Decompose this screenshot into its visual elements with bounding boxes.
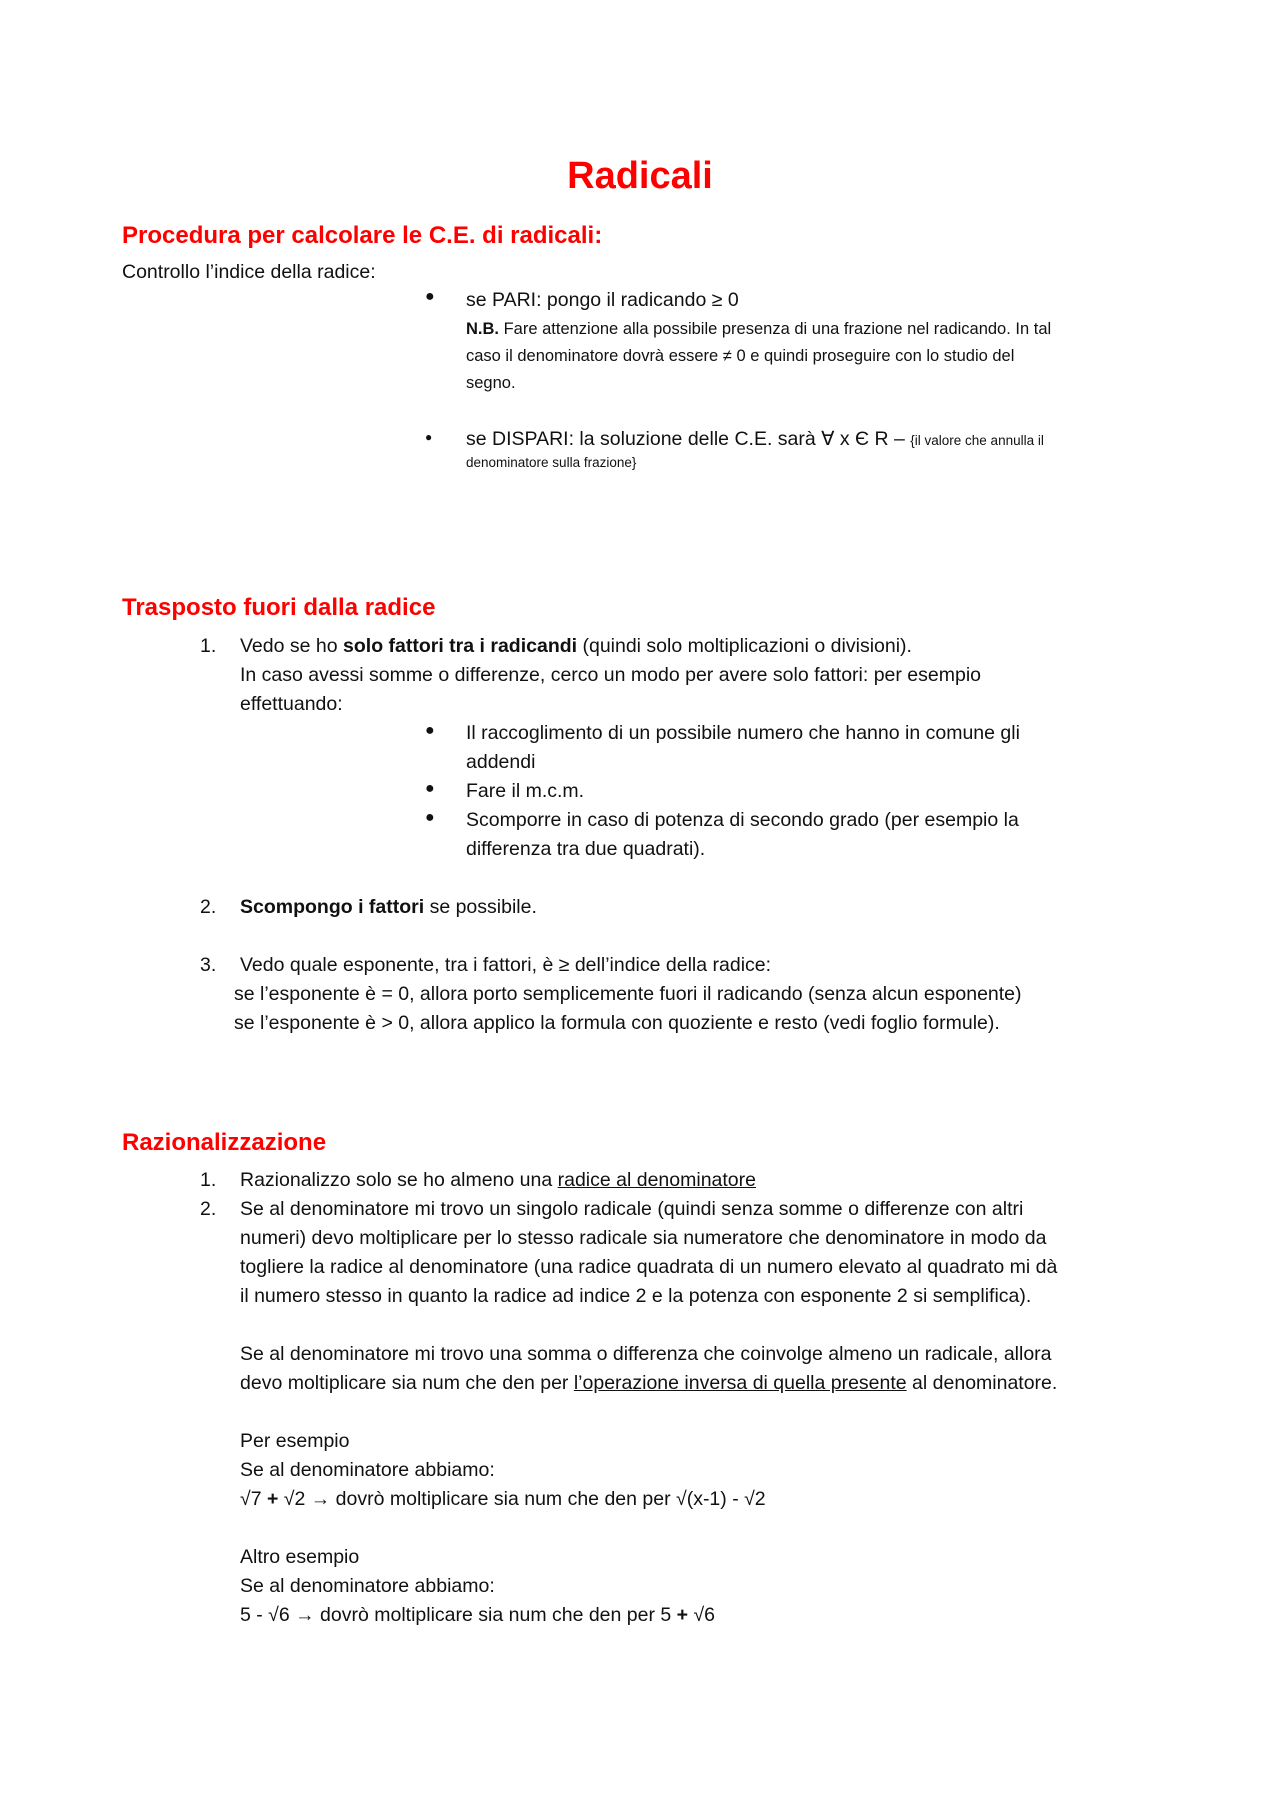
nb-note-line1: N.B. Fare attenzione alla possibile presenza di una frazione nel radicando. In tal [466, 320, 1052, 338]
sub-bullet-3-line2: differenza tra due quadrati). [466, 838, 706, 860]
item3-line1: Vedo quale esponente, tra i fattori, è ≥ dell’indice della radice: [240, 954, 772, 976]
example2-line: Se al denominatore abbiamo: [240, 1575, 495, 1597]
nb-label: N.B. [466, 320, 499, 338]
razionalizzo-item2-line4: il numero stesso in quanto la radice ad indice 2 e la potenza con esponente 2 si semplifica). [240, 1285, 1032, 1307]
example2-formula: 5 - √6 → dovrò moltiplicare sia num che den per 5 + √6 [240, 1604, 716, 1626]
example2-label: Altro esempio [240, 1546, 360, 1568]
item1-line1: Vedo se ho solo fattori tra i radicandi (quindi solo moltiplicazioni o divisioni). [240, 635, 912, 657]
item1-line2: In caso avessi somme o differenze, cerco un modo per avere solo fattori: per esempio [240, 664, 982, 686]
razionalizzo-item2-line3: togliere la radice al denominatore (una radice quadrata di un numero elevato al quadrato mi dà [240, 1256, 1058, 1278]
section-intro: Controllo l’indice della radice: [122, 261, 376, 283]
list-number: 2. [200, 896, 217, 918]
sub-bullet-3-line1: Scomporre in caso di potenza di secondo grado (per esempio la [466, 809, 1019, 831]
bullet-icon: ● [425, 288, 435, 305]
list-number: 1. [200, 1169, 217, 1191]
example1-formula: √7 + √2 → dovrò moltiplicare sia num che den per √(x-1) - √2 [240, 1488, 766, 1510]
nb-note-line2: caso il denominatore dovrà essere ≠ 0 e quindi proseguire con lo studio del [466, 347, 1015, 365]
bullet-icon: ● [425, 430, 433, 444]
para2-line2: devo moltiplicare sia num che den per l’operazione inversa di quella presente al denominatore. [240, 1372, 1058, 1394]
section-heading-razionalizzazione: Razionalizzazione [122, 1129, 327, 1156]
sub-bullet-1-line2: addendi [466, 751, 536, 773]
sub-bullet-2: Fare il m.c.m. [466, 780, 585, 802]
item2: Scompongo i fattori se possibile. [240, 896, 537, 918]
section-heading-trasporto: Trasposto fuori dalla radice [122, 594, 436, 621]
nb-note-line3: segno. [466, 374, 516, 392]
bullet-pari: se PARI: pongo il radicando ≥ 0 [466, 289, 739, 311]
section-heading-ce: Procedura per calcolare le C.E. di radicali: [122, 222, 603, 249]
example1-line: Se al denominatore abbiamo: [240, 1459, 495, 1481]
page-title: Radicali [567, 155, 713, 197]
bullet-dispari: se DISPARI: la soluzione delle C.E. sarà ∀ x Є R – {il valore che annulla il [466, 428, 1044, 450]
bullet-icon: ● [425, 809, 435, 826]
bullet-icon: ● [425, 780, 435, 797]
sub-bullet-1-line1: Il raccoglimento di un possibile numero che hanno in comune gli [466, 722, 1020, 744]
razionalizzo-item2-line2: numeri) devo moltiplicare per lo stesso radicale sia numeratore che denominatore in modo da [240, 1227, 1047, 1249]
item3-line2: se l’esponente è = 0, allora porto semplicemente fuori il radicando (senza alcun esponente) [234, 983, 1022, 1005]
example1-label: Per esempio [240, 1430, 350, 1452]
bullet-icon: ● [425, 722, 435, 739]
item3-line3: se l’esponente è > 0, allora applico la formula con quoziente e resto (vedi foglio formule). [234, 1012, 1000, 1034]
list-number: 3. [200, 954, 217, 976]
razionalizzo-item1: Razionalizzo solo se ho almeno una radice al denominatore [240, 1169, 756, 1191]
para2-line1: Se al denominatore mi trovo una somma o differenza che coinvolge almeno un radicale, allora [240, 1343, 1052, 1365]
list-number: 1. [200, 635, 217, 657]
list-number: 2. [200, 1198, 217, 1220]
item1-line3: effettuando: [240, 693, 343, 715]
bullet-dispari-line2: denominatore sulla frazione} [466, 455, 637, 470]
razionalizzo-item2-line1: Se al denominatore mi trovo un singolo radicale (quindi senza somme o differenze con altri [240, 1198, 1024, 1220]
